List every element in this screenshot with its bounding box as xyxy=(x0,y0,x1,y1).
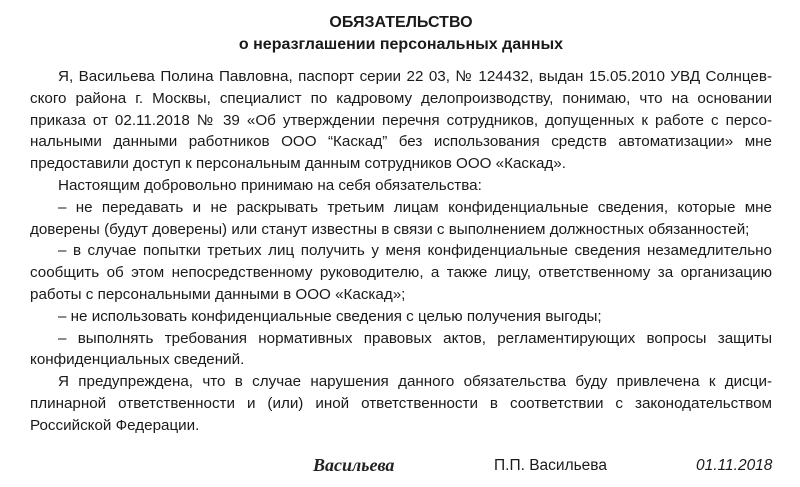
signatory-name: П.П. Васильева xyxy=(494,457,607,474)
handwritten-signature: Васильева xyxy=(313,455,395,475)
document-subtitle: о неразглашении персональных данных xyxy=(238,36,564,53)
obligation-item-no-profit: – не использовать конфиденциальные сведения с целью получения выгоды; xyxy=(58,307,602,325)
signature-date: 01.11.2018 xyxy=(696,457,773,474)
signature-row xyxy=(0,454,800,478)
obligation-item-comply: – выполнять требования нормативных правовых актов, регламентирующих вопросы защиты конфиденциальных сведений. xyxy=(30,329,772,369)
document-body xyxy=(30,66,772,437)
paragraph-intro: Я, Васильева Полина Павловна, паспорт серии 22 03, № 124432, выдан 15.05.2010 УВД Солнцевского района г. Москвы, специалист по кадровому делопроизводству, понимаю, что на основании приказа от 02.11.2018 № 39 «Об утверждении перечня сотрудников, допущенных к работе с персональными данными работников ООО “Каскад” без использования средств автоматизации» мне предоставили доступ к персональным данным сотрудников ООО «Каскад». xyxy=(30,68,772,173)
document-title: ОБЯЗАТЕЛЬСТВО xyxy=(329,14,473,31)
paragraph-liability-warning: Я предупреждена, что в случае нарушения данного обязательства буду привлечена к дисциплинарной ответственности и (или) иной ответственности в соответствии с законодательством Российской Федерации. xyxy=(30,373,772,434)
obligation-item-report-attempts: – в случае попытки третьих лиц получить у меня конфиденциальные сведения незамедлительно сообщить об этом непосредственному руководителю, а также лицу, ответственному за организацию работы с персональными данными в ООО «Каскад»; xyxy=(30,242,772,303)
obligation-item-no-disclosure: – не передавать и не раскрывать третьим лицам конфиденциальные сведения, которые мне доверены (будут доверены) или станут известны в связи с выполнением должностных обязанностей; xyxy=(30,198,772,238)
paragraph-obligations-lead: Настоящим добровольно принимаю на себя обязательства: xyxy=(58,176,482,194)
